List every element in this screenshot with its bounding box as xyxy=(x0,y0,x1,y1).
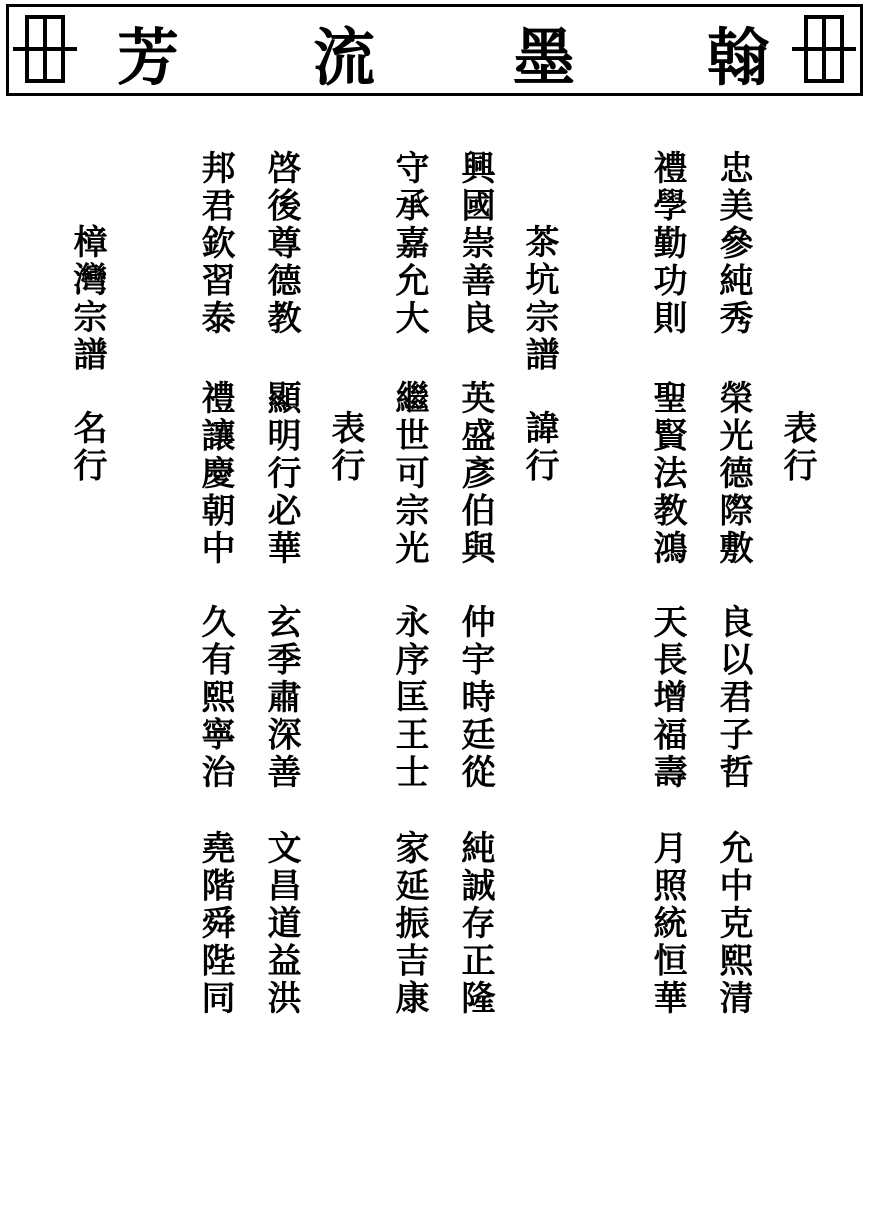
table1-col2-group4: 月照統恒華 xyxy=(647,830,687,1018)
table3-label: 表行 xyxy=(325,410,365,485)
table1-col1-group1: 忠美參純秀 xyxy=(713,150,753,338)
table1-col1-group4: 允中克熙清 xyxy=(713,830,753,1018)
fret-ornament-right-icon xyxy=(792,13,856,85)
header-banner xyxy=(6,4,863,96)
table3-col2-group2: 禮讓慶朝中 xyxy=(195,380,235,568)
table3-col1-group4: 文昌道益洪 xyxy=(261,830,301,1018)
table2-col1-group4: 純誠存正隆 xyxy=(455,830,495,1018)
table4-label-suffix: 名行 xyxy=(67,410,107,485)
table3-col2-group1: 邦君欽習泰 xyxy=(195,150,235,338)
table1-col2-group1: 禮學勤功則 xyxy=(647,150,687,338)
banner-char-3: 墨 xyxy=(512,21,575,94)
table2-col1-group2: 英盛彥伯與 xyxy=(455,380,495,568)
banner-char-1: 芳 xyxy=(116,21,179,94)
banner-char-2: 流 xyxy=(312,21,375,94)
table1-col1-group3: 良以君子哲 xyxy=(713,604,753,792)
table2-col2-group3: 永序匡王士 xyxy=(389,604,429,792)
table2-col2-group2: 繼世可宗光 xyxy=(389,380,429,568)
table3-col1-group1: 啓後尊德教 xyxy=(261,150,301,338)
table3-col2-group3: 久有熙寧治 xyxy=(195,604,235,792)
table2-col2-group4: 家延振吉康 xyxy=(389,830,429,1018)
table1-label: 表行 xyxy=(777,410,817,485)
table2-col2-group1: 守承嘉允大 xyxy=(389,150,429,338)
table1-col1-group2: 榮光德際敷 xyxy=(713,380,753,568)
table1-col2-group3: 天長增福壽 xyxy=(647,604,687,792)
table3-col1-group3: 玄季肅深善 xyxy=(261,604,301,792)
table2-col1-group1: 興國崇善良 xyxy=(455,150,495,338)
table2-label-title: 茶坑宗譜 xyxy=(519,224,559,374)
table2-col1-group3: 仲宇時廷從 xyxy=(455,604,495,792)
table1-col2-group2: 聖賢法教鴻 xyxy=(647,380,687,568)
table3-col2-group4: 堯階舜陛同 xyxy=(195,830,235,1018)
fret-ornament-left-icon xyxy=(13,13,77,85)
banner-char-4: 翰 xyxy=(706,21,769,94)
table4-label-title: 樟灣宗譜 xyxy=(67,224,107,374)
table2-label-suffix: 諱行 xyxy=(519,410,559,485)
table3-col1-group2: 顯明行必華 xyxy=(261,380,301,568)
